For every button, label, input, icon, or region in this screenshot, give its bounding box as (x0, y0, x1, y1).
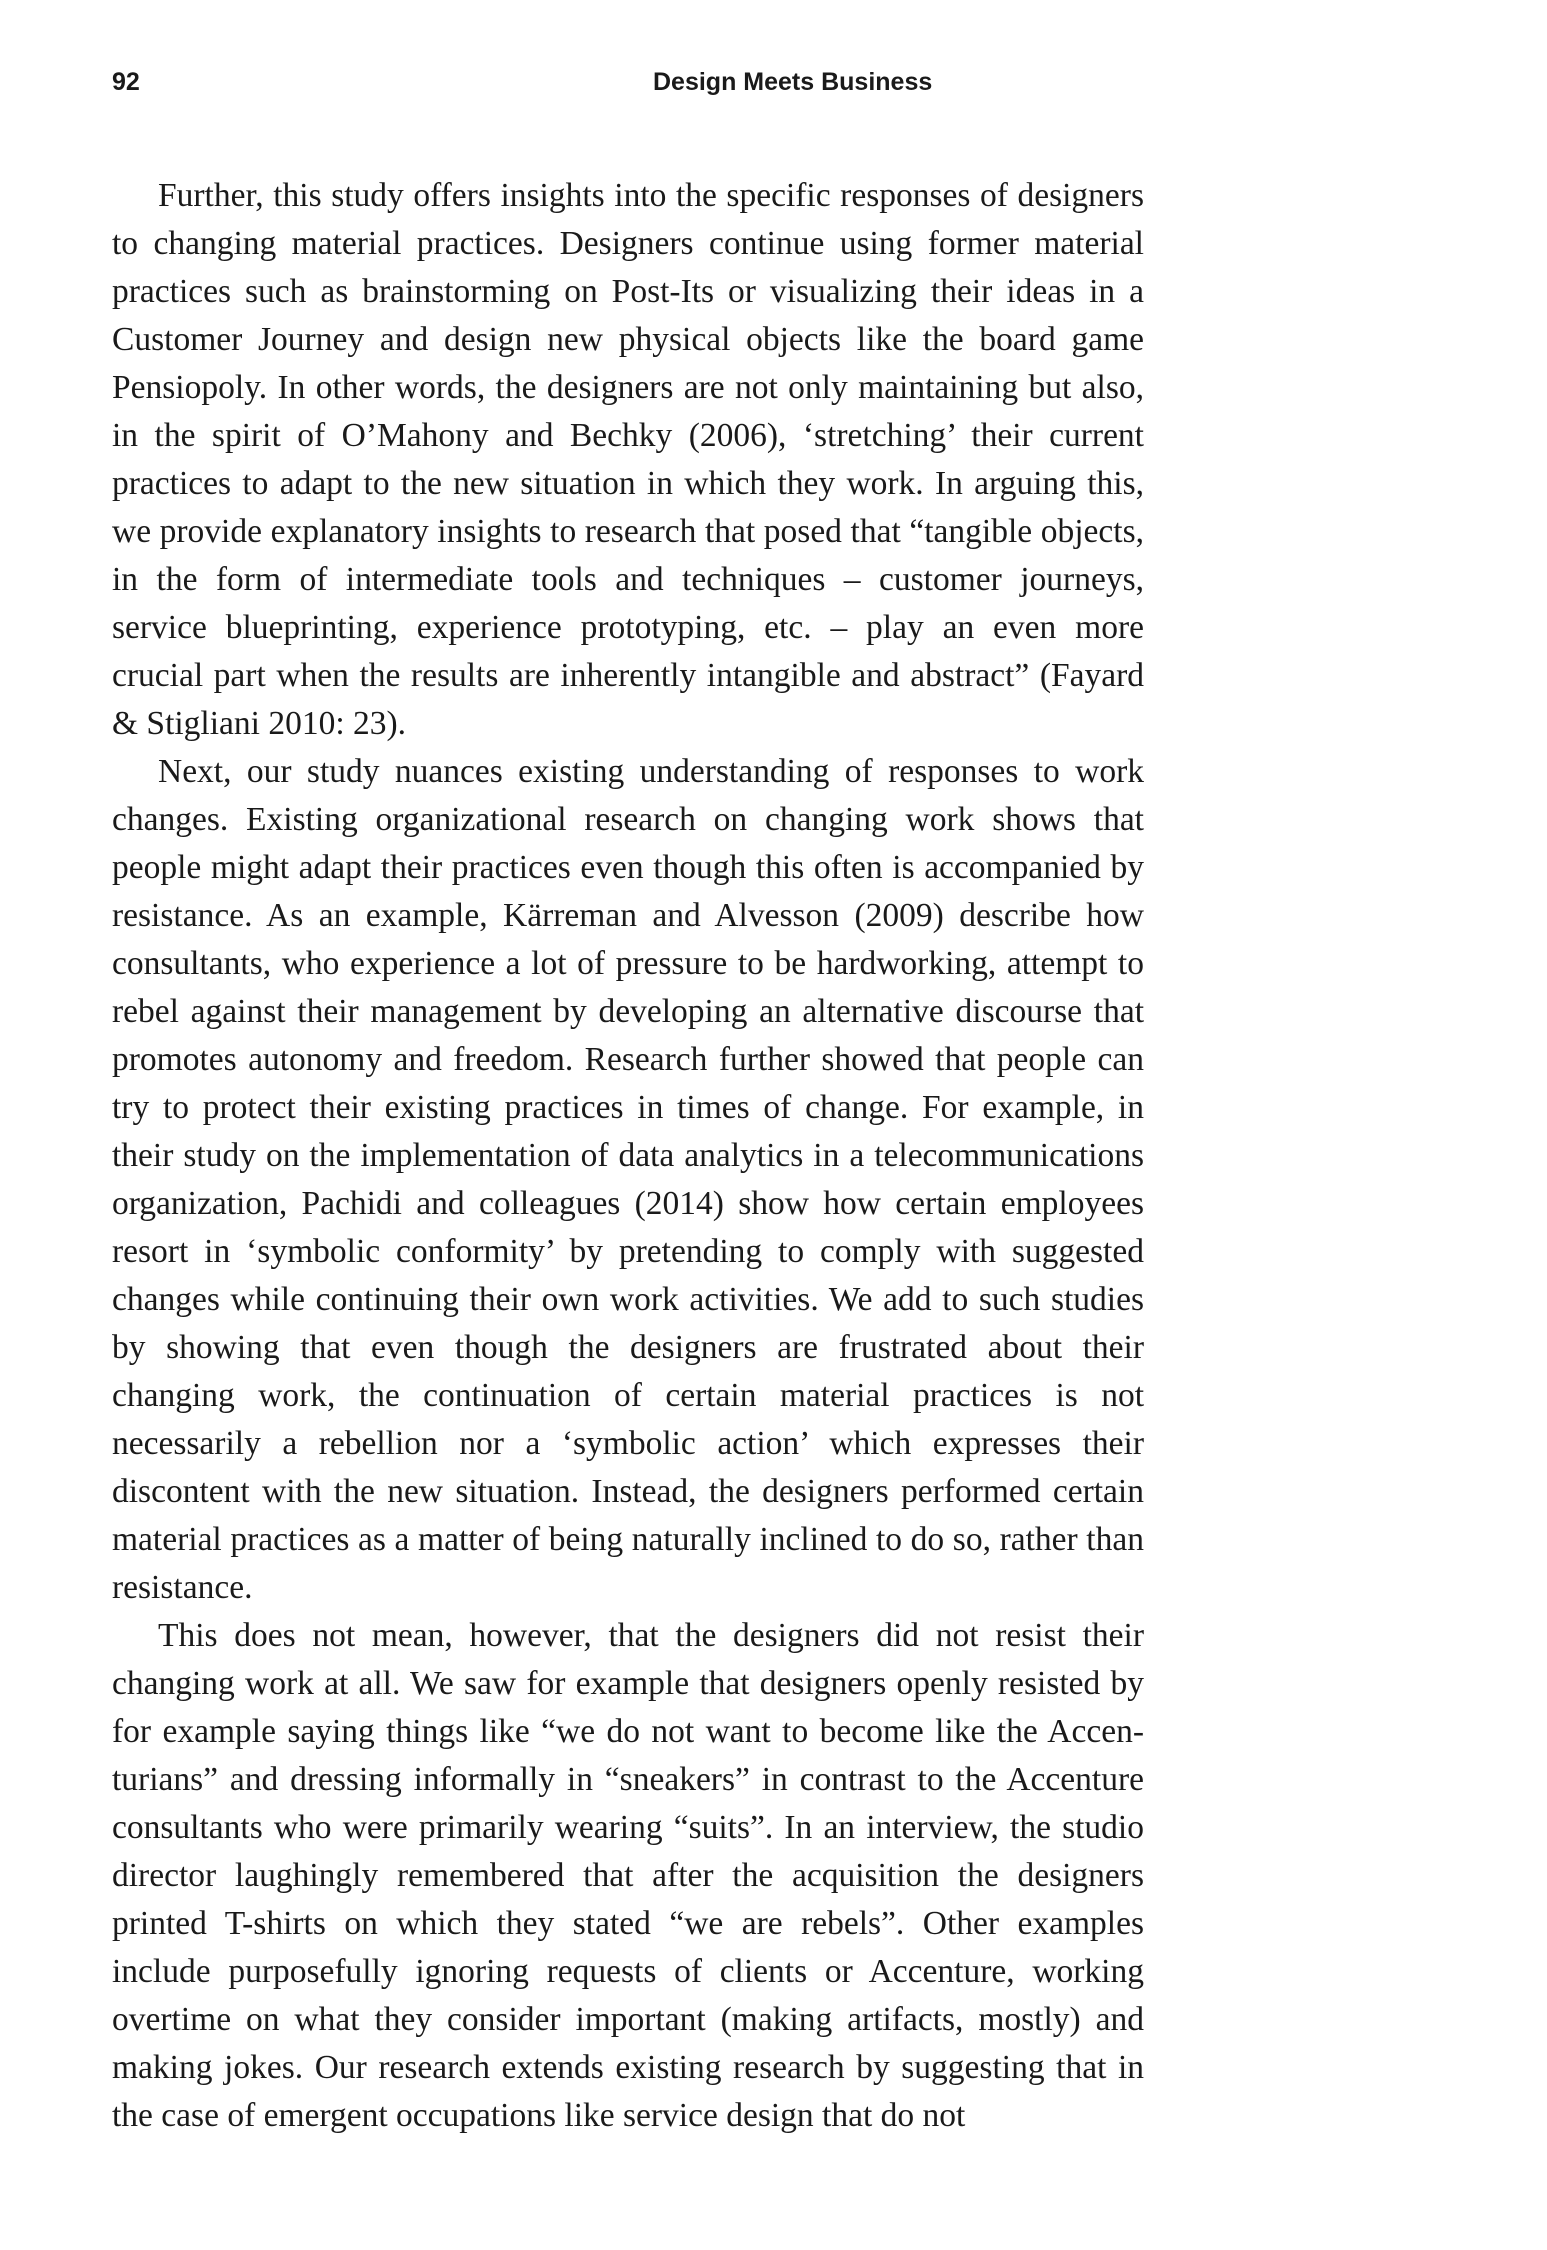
paragraph-resistance: This does not mean, however, that the designers did not resist their changing work at all. We saw for example that designers openly resisted by for example saying things like “we do not want to become like the Accenturians” and dressing informally in “sneakers” in contrast to the Accenture consultants who were primarily wearing “suits”. In an interview, the studio director laughingly remembered that after the acquisition the designers printed T-shirts on which they stated “we are rebels”. Other examples include purposefully ignoring requests of clients or Accenture, working overtime on what they consider important (making artifacts, mostly) and making jokes. Our research extends existing research by suggesting that in the case of emergent occupations like service design that do not (112, 1617, 1144, 2134)
paragraph-work-changes: Next, our study nuances existing understanding of responses to work changes. Existing organizational research on changing work shows that people might adapt their practices even though this often is accompanied by resistance. As an example, Kärreman and Alvesson (2009) describe how consultants, who experience a lot of pressure to be hardworking, attempt to rebel against their management by developing an alternative discourse that promotes autonomy and freedom. Research further showed that people can try to protect their existing practices in times of change. For example, in their study on the implementation of data analytics in a telecommunications organization, Pachidi and colleagues (2014) show how certain employees resort in ‘symbolic conformity’ by pretending to comply with suggested changes while continuing their own work activities. We add to such studies by showing that even though the designers are frustrated about their changing work, the continuation of certain material practices is not necessarily a rebellion nor a ‘symbolic action’ which expresses their discontent with the new situation. Instead, the designers performed certain material practices as a matter of being naturally inclined to do so, rather than resistance. (112, 753, 1144, 1606)
paragraph-contributions: Further, this study offers insights into the specific responses of designers to changing material practices. Designers continue using former material practices such as brainstorming on Post-Its or visualizing their ideas in a Customer Journey and design new physical objects like the board game Pensiopoly. In other words, the designers are not only maintaining but also, in the spirit of O’Mahony and Bechky (2006), ‘stretching’ their current practices to adapt to the new situation in which they work. In arguing this, we provide explanatory insights to research that posed that “tangible objects, in the form of intermediate tools and techniques – customer journeys, service blueprinting, experience prototyping, etc. – play an even more crucial part when the results are inherently intangible and abstract” (Fayard & Stigliani 2010: 23). (112, 177, 1144, 742)
body-text (112, 172, 1144, 2140)
running-head (0, 68, 1547, 108)
running-title: Design Meets Business (653, 68, 933, 96)
page-number: 92 (112, 68, 140, 96)
